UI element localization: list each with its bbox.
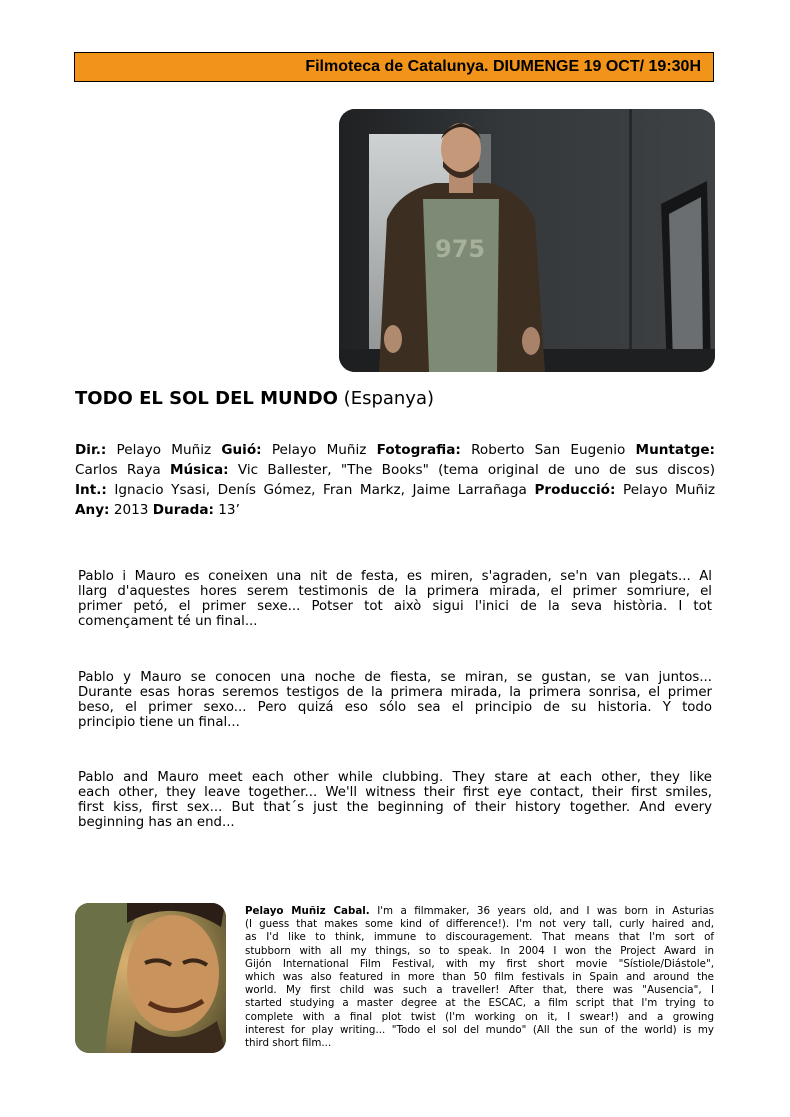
film-country: (Espanya): [343, 388, 435, 409]
synopsis-line: Pablo i Mauro es coneixen una nit de festa, es miren, s'agraden, se'n van plegats... Al: [78, 569, 712, 584]
bio-line: as I'd like to think, immune to discouragement. That means that I'm sort of: [245, 931, 714, 944]
credit-photography: Roberto San Eugenio: [471, 442, 626, 458]
credit-duration: 13’: [218, 502, 240, 518]
bio-line: complete with a final plot twist (I'm working on it, I swear!) and a growing: [245, 1010, 714, 1023]
credits-block: [75, 440, 715, 520]
bio-text: I'm a filmmaker, 36 years old, and I was born in Asturias: [377, 905, 715, 917]
credit-label: Int.:: [75, 482, 107, 498]
credit-editing: Carlos Raya: [75, 462, 161, 478]
bio-line: Gijón International Film Festival, with my first short movie "Sístiole/Diástole",: [245, 957, 714, 970]
credits-line: [75, 480, 715, 500]
director-name: Pelayo Muñiz Cabal.: [245, 905, 370, 917]
credit-label: Muntatge:: [635, 442, 715, 458]
credit-year: 2013: [113, 502, 149, 518]
credit-screenplay: Pelayo Muñiz: [271, 442, 367, 458]
screening-info: Filmoteca de Catalunya. DIUMENGE 19 OCT/ 19:30H: [305, 58, 701, 75]
bio-line: world. My first child was such a traveller! After that, there was "Ausencia", I: [245, 984, 714, 997]
bio-line: (I guess that makes some kind of difference!). I'm not very tall, curly haired and,: [245, 918, 714, 931]
synopsis-english: [78, 770, 712, 830]
synopsis-line: Pablo and Mauro meet each other while clubbing. They stare at each other, they like: [78, 770, 712, 785]
film-still-image: [339, 109, 715, 372]
credit-production: Pelayo Muñiz: [622, 482, 715, 498]
synopsis-line: Durante esas horas seremos testigos de la primera mirada, la primera sonrisa, el primer: [78, 685, 712, 700]
synopsis-spanish: [78, 670, 712, 730]
bio-line: stubborn with all my things, so to speak. In 2004 I won the Project Award in: [245, 944, 714, 957]
credit-label: Any:: [75, 502, 110, 518]
credit-label: Producció:: [534, 482, 616, 498]
synopsis-line: començament té un final...: [78, 614, 258, 629]
credit-label: Durada:: [152, 502, 214, 518]
bio-line: third short film...: [245, 1037, 332, 1050]
credit-label: Dir.:: [75, 442, 107, 458]
credit-cast: Ignacio Ysasi, Denís Gómez, Fran Markz, Jaime Larrañaga: [114, 482, 527, 498]
synopsis-line: primer petó, el primer sexe... Potser tot això sigui l'inici de la seva història. I tot: [78, 599, 712, 614]
credit-label: Música:: [169, 462, 229, 478]
synopsis-line: first kiss, first sex... But that´s just the beginning of their history together. And every: [78, 800, 712, 815]
credit-label: Fotografia:: [376, 442, 461, 458]
synopsis-line: beso, el primer sexo... Pero quizá eso sólo sea el principio de su historia. Y todo: [78, 700, 712, 715]
screening-header: [74, 52, 714, 82]
synopsis-catalan: [78, 569, 712, 629]
director-bio: [245, 905, 714, 1050]
svg-text:975: 975: [435, 235, 486, 263]
bio-line: which was also featured in more than 50 film festivals in Spain and around the: [245, 971, 714, 984]
credit-director: Pelayo Muñiz: [116, 442, 212, 458]
bio-line: [245, 905, 714, 918]
credit-music: Vic Ballester, "The Books" (tema original de uno de sus discos): [237, 462, 716, 478]
synopsis-line: Pablo y Mauro se conocen una noche de fiesta, se miran, se gustan, se van juntos...: [78, 670, 712, 685]
credits-line: [75, 500, 715, 520]
director-portrait-image: [75, 903, 226, 1053]
bio-line: interest for play writing... "Todo el sol del mundo" (All the sun of the world) is my: [245, 1023, 714, 1036]
credit-label: Guió:: [221, 442, 262, 458]
synopsis-line: principio tiene un final...: [78, 715, 240, 730]
film-title: [75, 388, 434, 409]
credits-line: [75, 440, 715, 460]
bio-line: started studying a master degree at the ESCAC, a film script that I'm trying to: [245, 997, 714, 1010]
credits-line: [75, 460, 715, 480]
film-title-name: TODO EL SOL DEL MUNDO: [75, 388, 338, 409]
synopsis-line: llarg d'aquestes hores serem testimonis de la primera mirada, el primer somriure, el: [78, 584, 712, 599]
synopsis-line: each other, they leave together... We'll witness their first eye contact, their first smiles,: [78, 785, 712, 800]
synopsis-line: beginning has an end...: [78, 815, 235, 830]
